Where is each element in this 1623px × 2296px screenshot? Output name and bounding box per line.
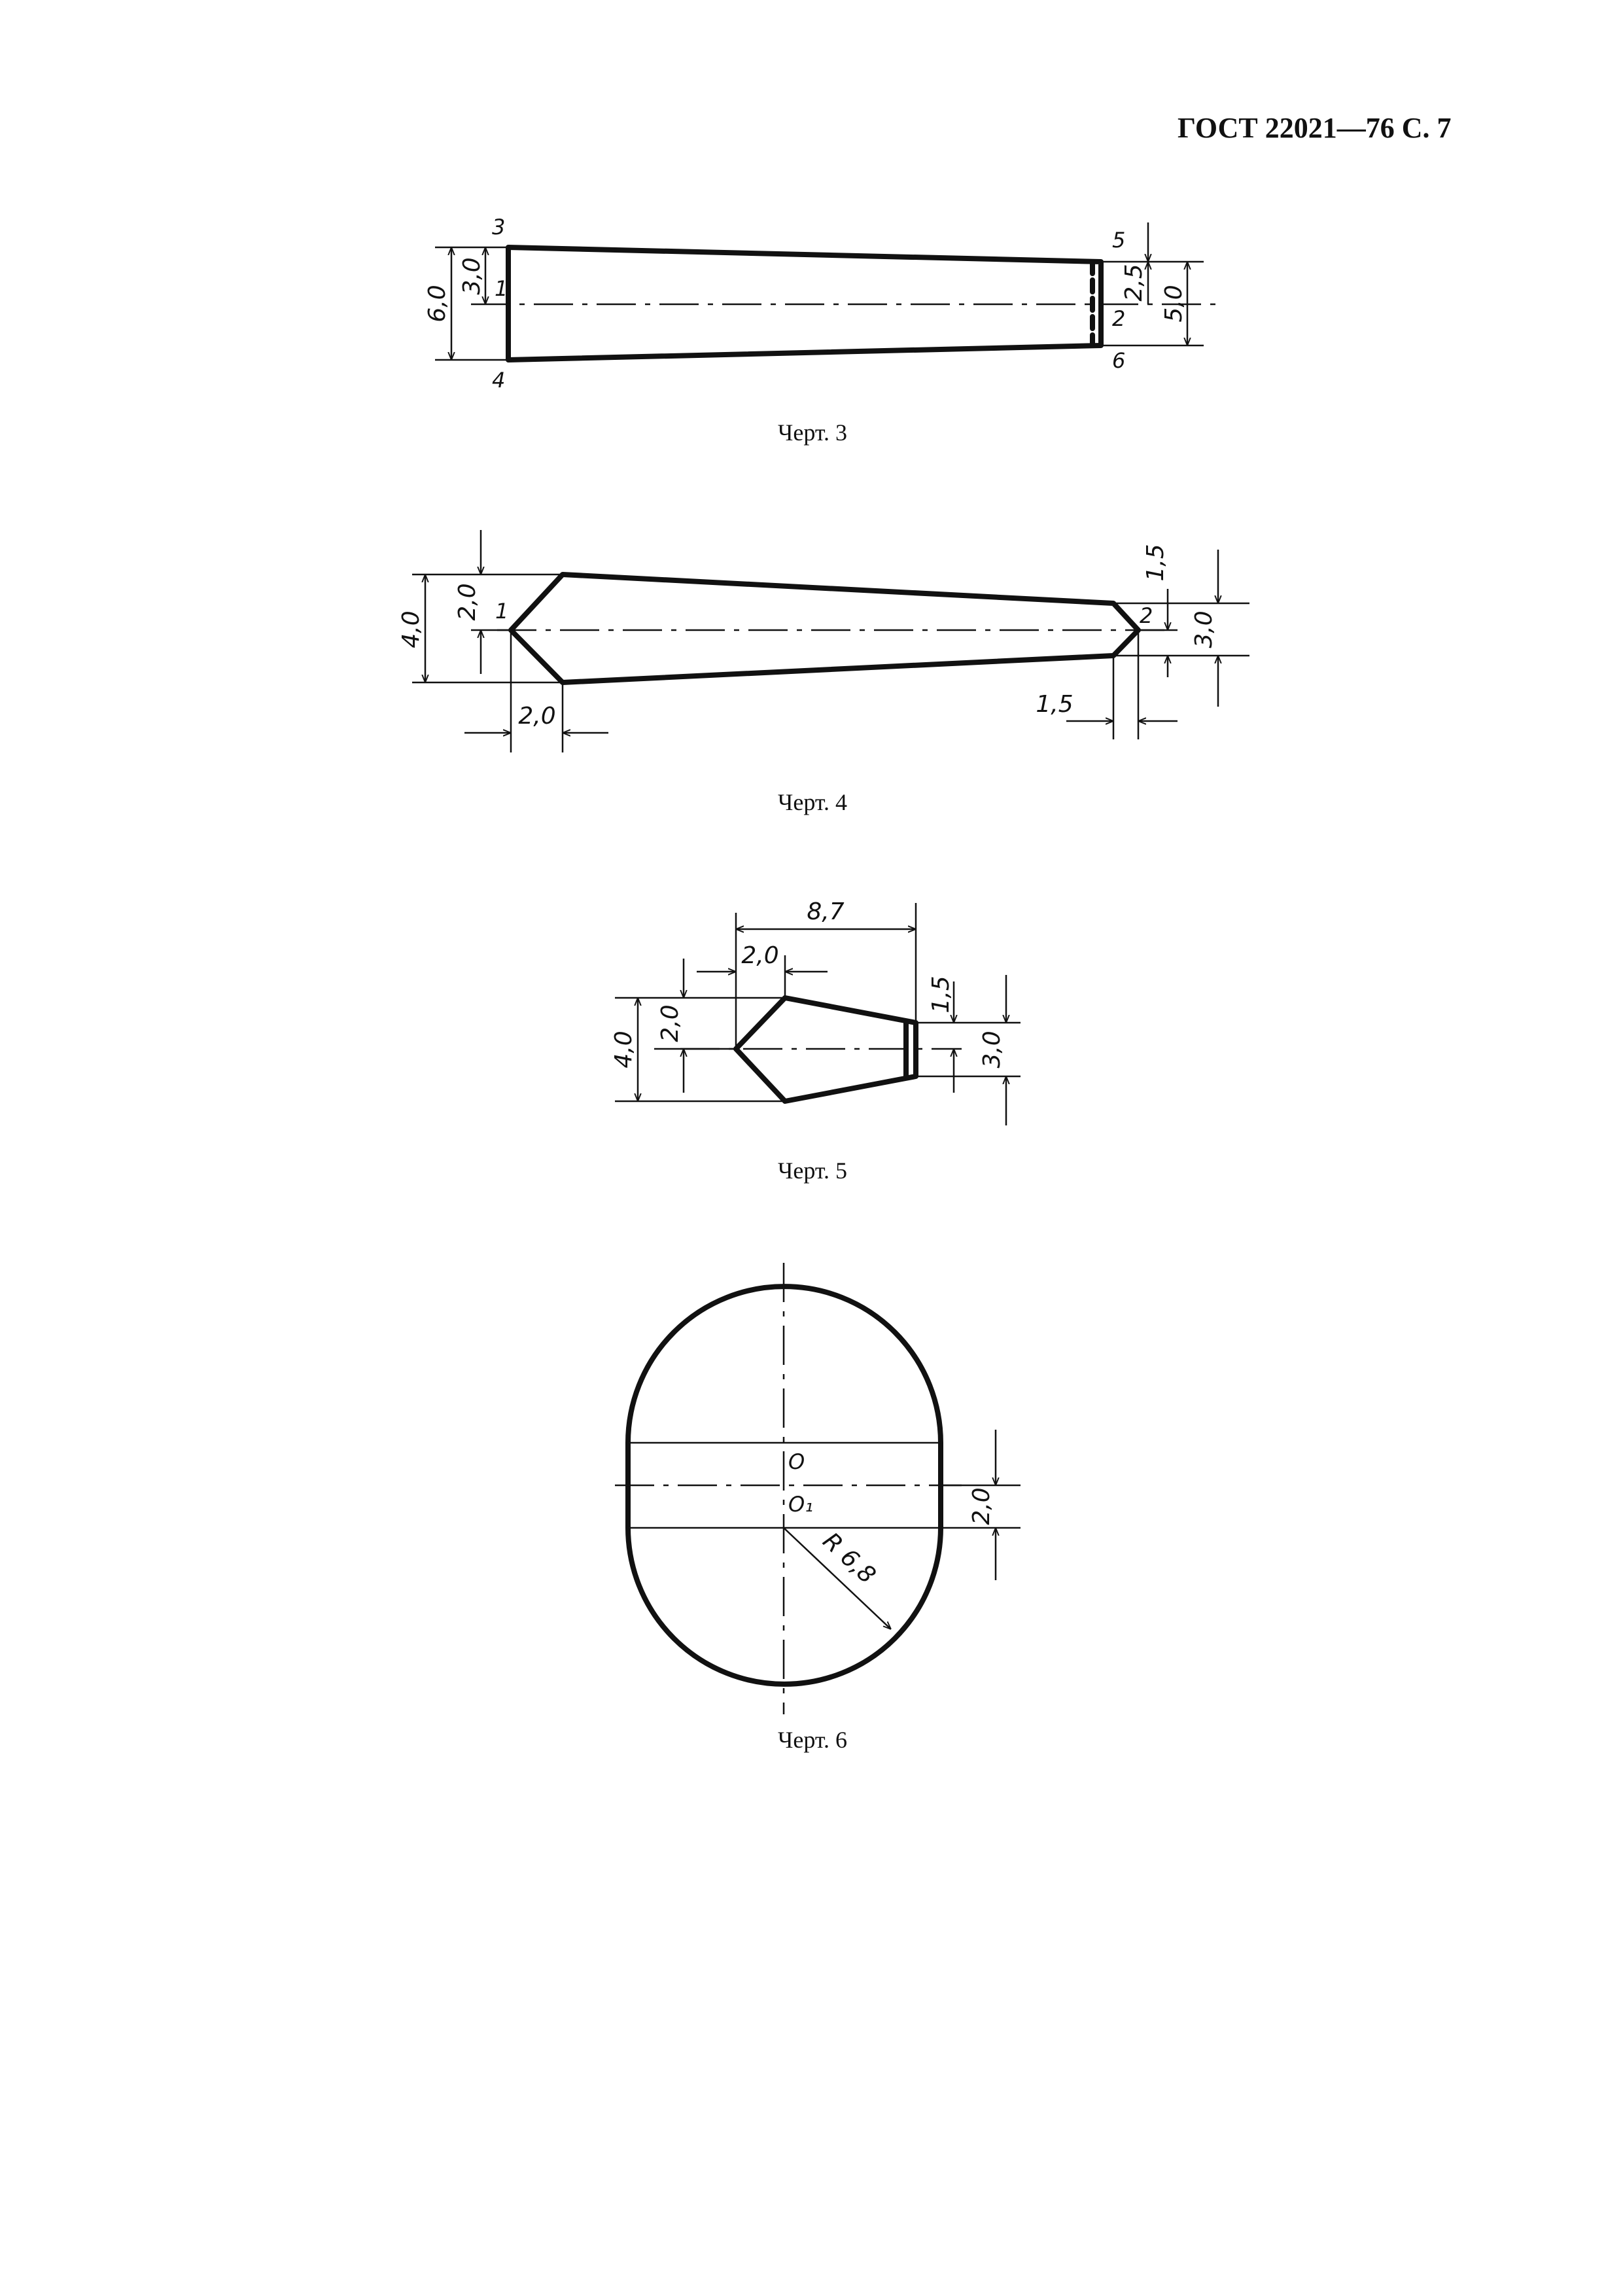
- fig4-label-1-5-h: 1,5: [1036, 691, 1073, 718]
- fig5-caption: Черт. 5: [778, 1157, 847, 1184]
- fig4-label-2-0-v: 2,0: [454, 583, 481, 621]
- fig5-label-8-7: 8,7: [807, 898, 845, 925]
- fig3-caption: Черт. 3: [778, 419, 847, 446]
- fig3-point-1: 1: [495, 276, 508, 301]
- fig5-label-4-0: 4,0: [610, 1031, 637, 1069]
- fig4-label-4-0: 4,0: [398, 610, 425, 648]
- fig4-outline: [511, 574, 1138, 682]
- fig4-point-2: 2: [1140, 603, 1153, 628]
- fig3-label-3-0: 3,0: [459, 257, 485, 295]
- fig3-point-4: 4: [492, 368, 506, 393]
- fig3-point-2: 2: [1112, 306, 1126, 331]
- page-header: ГОСТ 22021—76 С. 7: [1178, 112, 1452, 144]
- fig4-label-3-0: 3,0: [1191, 610, 1217, 648]
- fig6-label-radius: R 6,8: [817, 1527, 881, 1589]
- fig4-caption: Черт. 4: [778, 789, 847, 815]
- fig4-label-2-0-h: 2,0: [518, 703, 556, 730]
- fig5-label-3-0: 3,0: [979, 1031, 1005, 1069]
- fig3-point-6: 6: [1112, 348, 1126, 373]
- fig3-point-5: 5: [1112, 228, 1126, 253]
- fig6-caption: Черт. 6: [778, 1727, 847, 1753]
- fig4-label-1-5-v: 1,5: [1142, 544, 1169, 582]
- fig3-label-6-0: 6,0: [424, 285, 451, 323]
- fig3-point-3: 3: [492, 215, 506, 239]
- fig6-point-o1: O₁: [788, 1492, 814, 1517]
- figure-3: [424, 215, 1217, 393]
- fig6-label-2-0: 2,0: [968, 1487, 995, 1525]
- figure-5: [610, 898, 1021, 1125]
- fig3-label-2-5: 2,5: [1121, 264, 1147, 302]
- figure-4: [398, 530, 1249, 752]
- fig3-label-5-0: 5,0: [1161, 285, 1187, 323]
- fig5-label-1-5: 1,5: [928, 976, 954, 1014]
- fig5-label-2-0-h: 2,0: [741, 942, 779, 969]
- fig4-point-1: 1: [495, 599, 509, 624]
- fig6-point-o: O: [788, 1449, 805, 1474]
- fig5-label-2-0-v: 2,0: [657, 1004, 684, 1042]
- figure-6: [615, 1263, 1021, 1714]
